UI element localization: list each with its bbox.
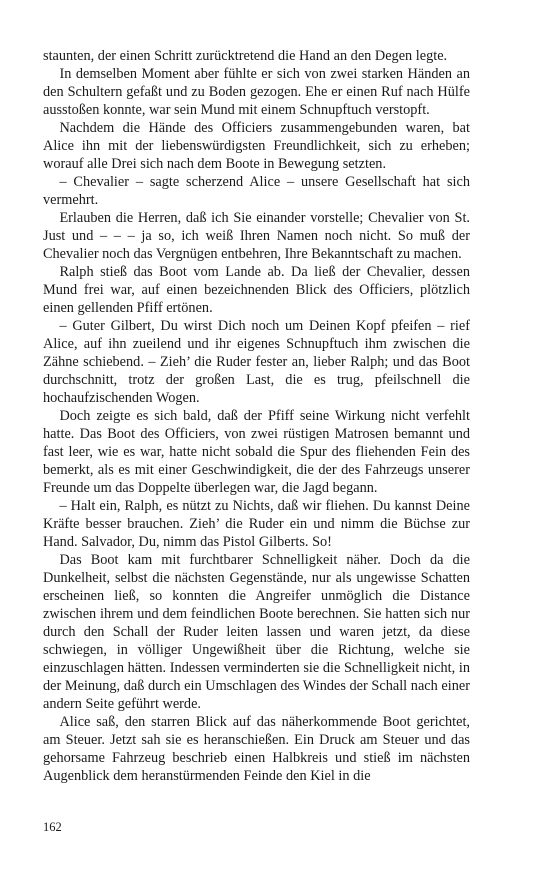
body-text — [43, 47, 470, 785]
paragraph: – Chevalier – sagte scherzend Alice – unsere Gesellschaft hat sich vermehrt. — [43, 174, 470, 208]
page-number: 162 — [43, 820, 62, 834]
paragraph: Alice saß, den starren Blick auf das näherkommende Boot gerichtet, am Steuer. Jetzt sah sie es heranschießen. Ein Druck am Steuer und das gehorsame Fahrzeug beschrieb einen Halbkreis und stieß im nächsten Augenblick dem heranstürmenden Feinde den Kiel in die — [43, 714, 470, 784]
paragraph: Das Boot kam mit furchtbarer Schnelligkeit näher. Doch da die Dunkelheit, selbst die nächsten Gegenstände, nur als ungewisse Schatten erscheinen ließ, so konnten die Angreifer unmöglich die Distance zwischen ihrem und dem feindlichen Boote berechnen. Sie hatten sich nur durch den Schall der Ruder leiten lassen und waren jetzt, da diese schwiegen, in völliger Ungewißheit über die Richtung, welche sie einzuschlagen hätten. Indessen verminderten sie die Schnelligkeit nicht, in der Meinung, daß durch ein Umschlagen des Windes der Schall nach einer andern Seite geführt werde. — [43, 552, 470, 712]
paragraph: Erlauben die Herren, daß ich Sie einander vorstelle; Chevalier von St. Just und – – – ja so, ich weiß Ihren Namen noch nicht. So muß der Chevalier noch das Vergnügen entbehren, Ihre Bekanntschaft zu machen. — [43, 210, 470, 262]
paragraph: Ralph stieß das Boot vom Lande ab. Da ließ der Chevalier, dessen Mund frei war, auf einen bezeichnenden Blick des Officiers, plötzlich einen gellenden Pfiff ertönen. — [43, 264, 470, 316]
paragraph: staunten, der einen Schritt zurücktretend die Hand an den Degen legte. — [43, 48, 448, 64]
paragraph: Nachdem die Hände des Officiers zusammengebunden waren, bat Alice ihn mit der liebenswürdigsten Freundlichkeit, sich zu erheben; worauf alle Drei sich nach dem Boote in Bewegung setzten. — [43, 120, 470, 172]
paragraph: In demselben Moment aber fühlte er sich von zwei starken Händen an den Schultern gefaßt und zu Boden gezogen. Ehe er einen Ruf nach Hülfe ausstoßen konnte, war sein Mund mit einem Schnupftuch verstopft. — [43, 66, 470, 118]
paragraph: – Halt ein, Ralph, es nützt zu Nichts, daß wir fliehen. Du kannst Deine Kräfte besser brauchen. Zieh’ die Ruder ein und nimm die Büchse zur Hand. Salvador, Du, nimm das Pistol Gilberts. So! — [43, 498, 470, 550]
paragraph: – Guter Gilbert, Du wirst Dich noch um Deinen Kopf pfeifen – rief Alice, auf ihn zueilend und ihr eigenes Schnupftuch ihm zwischen die Zähne schiebend. – Zieh’ die Ruder fester an, lieber Ralph; und das Boot durchschnitt, trotz der großen Last, die es trug, pfeilschnell die hochaufzischenden Wogen. — [43, 318, 470, 406]
paragraph: Doch zeigte es sich bald, daß der Pfiff seine Wirkung nicht verfehlt hatte. Das Boot des Officiers, von zwei rüstigen Matrosen bemannt und fast leer, wie es war, hatte nicht sobald die Spur des fliehenden Fein des bemerkt, als es mit einer Geschwindigkeit, die der des Fahrzeugs unserer Freunde um das Doppelte überlegen war, die Jagd begann. — [43, 408, 470, 496]
